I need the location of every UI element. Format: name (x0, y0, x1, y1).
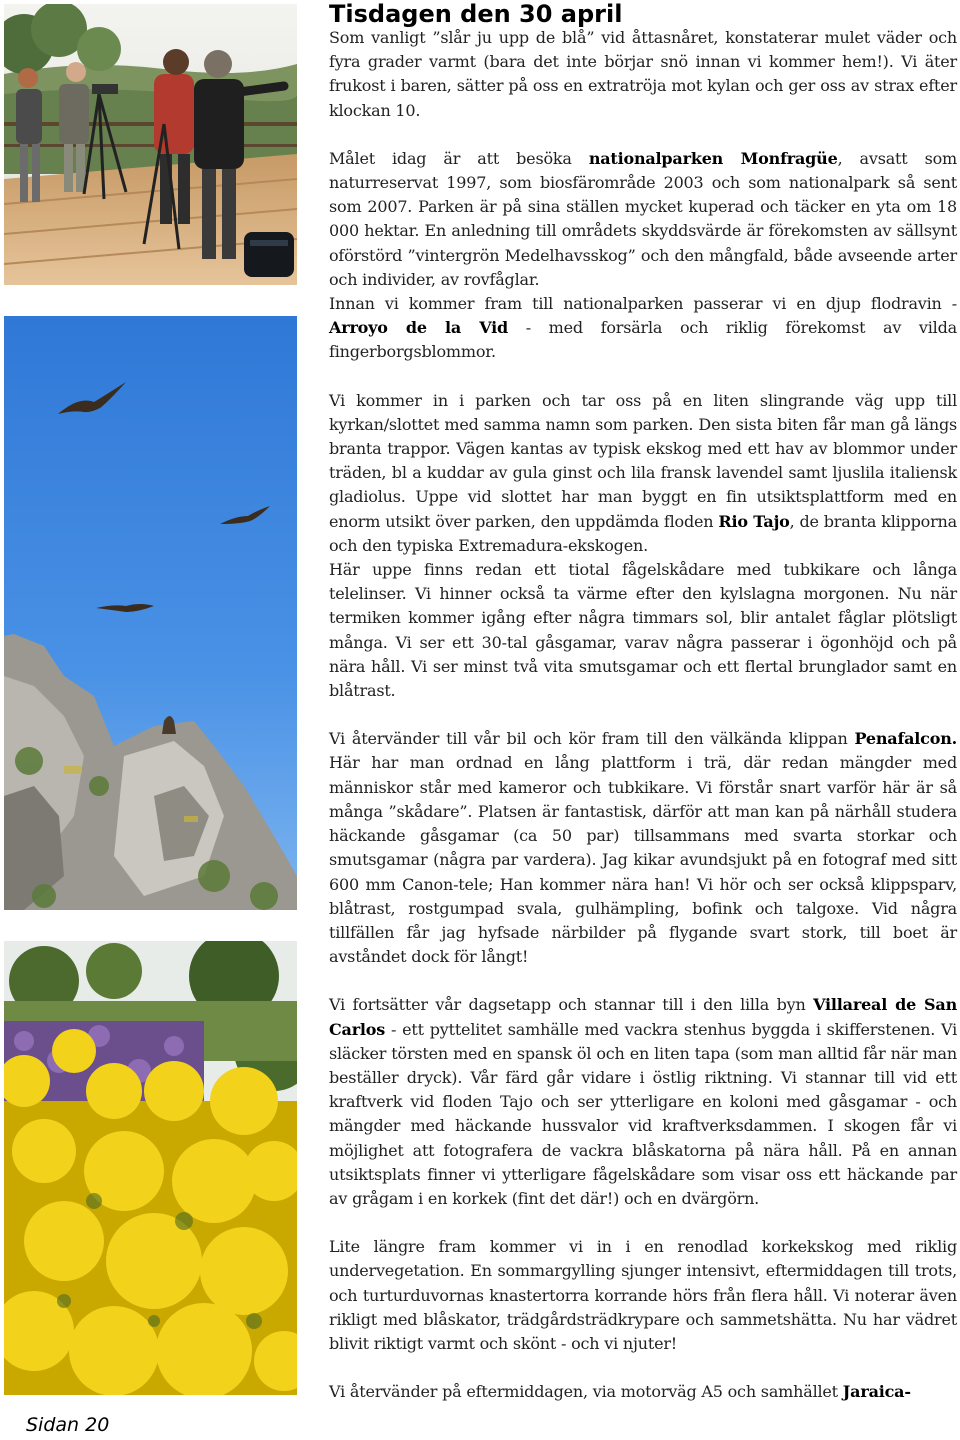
paragraph-return (329, 1380, 957, 1404)
text-run: , de branta klipporna och den typiska Extremadura-ekskogen. (329, 511, 957, 555)
text-run: Målet idag är att besöka (329, 148, 589, 168)
text-run: Här har man ordnad en lång plattform i trä, där redan mängder med människor står med kameror och tubkikare. Vi förstår snart varför här är så många ”skådare”. Platsen är fantastisk, därför att man kan på närhåll studera häckande gåsgamar (ca 50 par) tillsammans med svarta storkar och smutsgamar (några par vardera). Jag kikar avundsjukt på en fotograf med sitt 600 mm Canon-tele; Han kommer nära han! Vi hör och ser också klippsparv, blåtrast, rostgumpad svala, gulhämpling, bofink och talgoxe. Vid några tillfällen får jag hyfsade närbilder på flygande svart stork, till boet är avståndet dock för långt! (329, 753, 957, 967)
bold-place-name: nationalparken Monfragüe (588, 148, 838, 168)
text-run: Som vanligt ”slår ju upp de blå” vid åttasnåret, konstaterar mulet väder och fyra grader varmt (bara det inte börjar snö innan vi kommer hem!). Vi äter frukost i baren, sätter på oss en extratröja mot kylan och ger oss av strax efter klockan 10. (329, 28, 957, 120)
paragraph-penafalcon (329, 727, 957, 969)
page-number: Sidan 20 (26, 1414, 110, 1436)
text-run: Här uppe finns redan ett tiotal fågelskådare med tubkikare och långa telelinser. Vi hinner också ta värme efter den kylslagna morgonen. Nu när termiken kommer igång efter några timmars sol, blir antalet fåglar plötsligt många. Vi ser ett 30-tal gåsgamar, varav några passerar i ögonhöjd och på nära håll. Vi ser minst två vita smutsgamar och ett flertal brunglador samt en blåtrast. (329, 560, 957, 701)
bold-place-name: Jaraica- (842, 1382, 911, 1402)
text-run: - ett pyttelitet samhälle med vackra stenhus byggda i skifferstenen. Vi släcker törsten med en spansk öl och en liten tapa (som man alltid får när man beställer dryck). Vår färd går vidare i östlig riktning. Vi stannar till vid ett kraftverk vid floden Tajo och ser ytterligare en koloni med gåsgamar - och mängder med häckande hussvalor vid kraftverksdammen. I skogen får vi möjlighet att fotografera de vackra blåskatorna på nära håll. På en annan utsiktsplats finner vi ytterligare fågelskådare som visar oss ett häckande par av grågam i en korkek (fint det där!) och en dvärgörn. (329, 1019, 957, 1208)
paragraph-birders (329, 558, 957, 703)
bold-place-name: Rio Tajo (718, 511, 790, 531)
vultures-cliff-photo (4, 316, 297, 910)
paragraph-park (329, 389, 957, 558)
flowering-shrubs-photo (4, 941, 297, 1395)
paragraph-ravine (329, 292, 957, 365)
paragraph-goal (329, 147, 957, 292)
bold-place-name: Arroyo de la Vid (329, 318, 509, 338)
text-run: Vi återvänder på eftermiddagen, via motorväg A5 och samhället (329, 1382, 843, 1402)
text-run: Vi återvänder till vår bil och kör fram till den välkända klippan (329, 729, 855, 749)
birdwatchers-photo (4, 4, 297, 285)
article-body (329, 0, 957, 1404)
text-run: Vi kommer in i parken och tar oss på en liten slingrande väg upp till kyrkan/slottet med samma namn som parken. Den sista biten får man gå längs branta trappor. Vägen kantas av typisk ekskog med ett hav av blommor under träden, bl a kuddar av gula ginst och lila fransk lavendel samt ljuslila italiensk gladiolus. Uppe vid slottet har man byggt en fin utsiktsplattform med en enorm utsikt över parken, den uppdämda floden (329, 390, 957, 531)
text-run: , avsatt som naturreservat 1997, som biosfärområde 2003 och som nationalpark så sent som 2007. Parken är på sina ställen mycket kuperad och täcker en yta om 18 000 hektar. En anledning till områdets skyddsvärde är förekomsten av sällsynt oförstörd ”vintergrön Medelhavsskog” och den mångfald, både avseende arter och individer, av rovfåglar. (329, 148, 958, 289)
bold-place-name: Villareal de San Carlos (329, 995, 958, 1039)
paragraph-villareal (329, 993, 957, 1211)
text-run: Lite längre fram kommer vi in i en renodlad korkekskog med riklig undervegetation. En sommargylling sjunger intensivt, eftermiddagen till trots, och turturduvornas knastertorra korrande hörs från flera håll. Vi noterar även rikligt med blåskator, trädgårdsträdkrypare och sammetshätta. Nu har vädret blivit riktigt varmt och skönt - och vi njuter! (329, 1237, 957, 1353)
text-run: Vi fortsätter vår dagsetapp och stannar till i den lilla byn (329, 995, 814, 1015)
page-title: Tisdagen den 30 april (329, 0, 623, 28)
paragraph-intro (329, 26, 957, 123)
text-run: Innan vi kommer fram till nationalparken passerar vi en djup flodravin - (329, 294, 957, 314)
text-run: - med forsärla och riklig förekomst av vilda fingerborgsblommor. (329, 318, 957, 362)
bold-place-name: Penafalcon. (854, 729, 957, 749)
paragraph-cork (329, 1235, 957, 1356)
